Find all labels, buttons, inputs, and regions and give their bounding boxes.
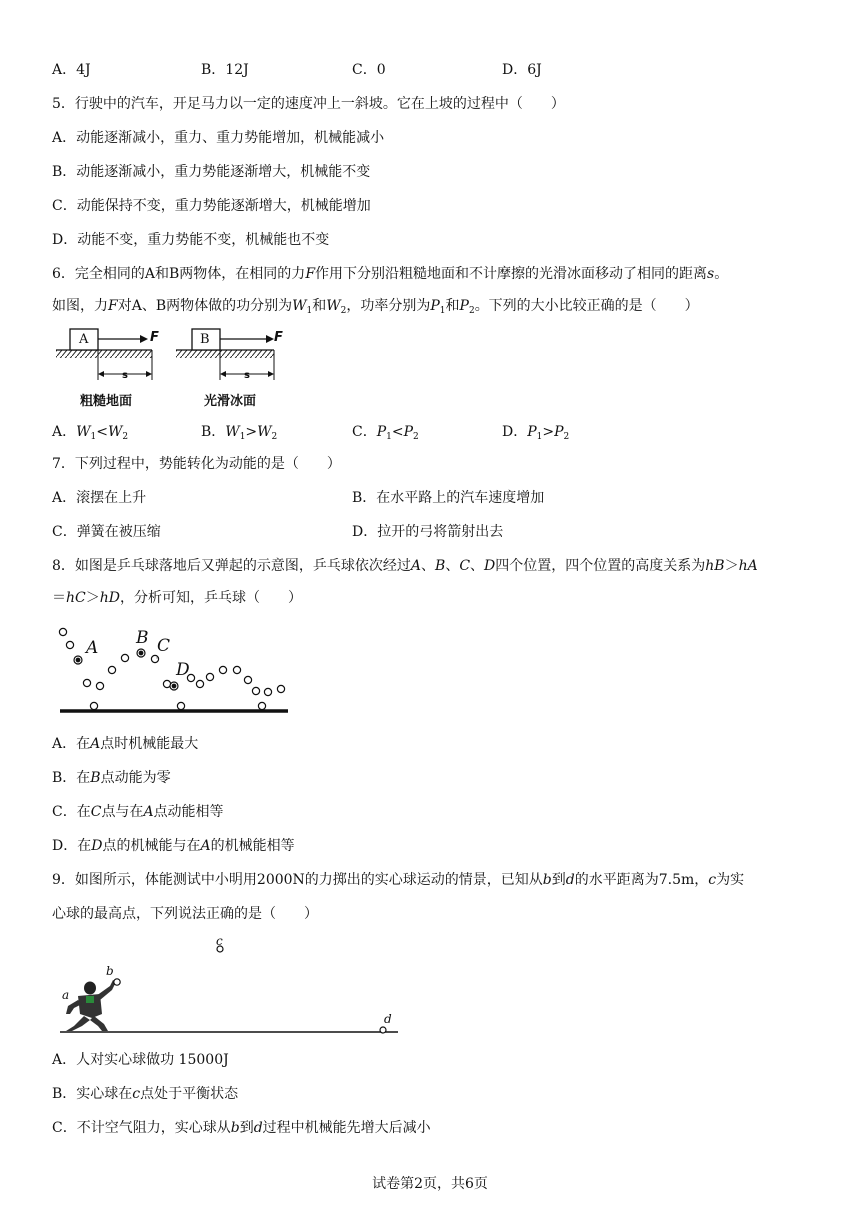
q9-stem-line1: 9．如图所示，体能测试中小明用2000N的力掷出的实心球运动的情景，已知从b到d的水平距离为7.5m，c为实 [52, 872, 745, 888]
ball-at-d [380, 1027, 386, 1033]
smooth-ice-label: 光滑冰面 [204, 394, 257, 409]
q7-option-c: C．弹簧在被压缩 [52, 524, 161, 540]
q6-stem-line2: 如图，力F对A、B两物体做的功分别为$W_1$和$W_2$，功率分别为$P_1$和$P_2$。下列的大小比较正确的是（ ） [52, 298, 699, 316]
q4-option-a: A．4J [52, 62, 91, 78]
q6-stem-line1: 6．完全相同的A和B两物体，在相同的力F作用下分别沿粗糙地面和不计摩擦的光滑冰面移动了相同的距离s。 [52, 266, 729, 282]
point-b-label: B [136, 628, 149, 648]
athlete-figure [66, 980, 116, 1031]
smooth-ice [176, 350, 274, 358]
q5-option-a: A．动能逐渐减小，重力、重力势能增加，机械能减小 [52, 130, 385, 146]
q5-option-c: C．动能保持不变，重力势能逐渐增大，机械能增加 [52, 198, 371, 214]
q9-option-a: A．人对实心球做功 15000J [52, 1052, 229, 1068]
q8-option-d: D．在D点的机械能与在A的机械能相等 [52, 838, 295, 854]
q6-option-a: A．$W_1<W_2$ [52, 424, 129, 442]
point-b-label: b [106, 964, 114, 978]
q5-stem: 5．行驶中的汽车，开足马力以一定的速度冲上一斜坡。它在上坡的过程中（ ） [52, 96, 565, 112]
q6-option-b: B．$W_1>W_2$ [201, 424, 278, 442]
point-d-label: D [176, 660, 190, 680]
q6-option-c: C．$P_1<P_2$ [352, 424, 419, 442]
shot-put-diagram [56, 934, 402, 1040]
force-label-a: F [150, 330, 159, 345]
q4-option-d: D．6J [502, 62, 542, 78]
point-c-label: c [216, 934, 223, 948]
block-b-label: B [200, 332, 210, 347]
point-d-label: d [384, 1012, 392, 1026]
q4-option-c: C．0 [352, 62, 386, 78]
q9-option-b: B．实心球在c点处于平衡状态 [52, 1086, 239, 1102]
q8-option-c: C．在C点与在A点动能相等 [52, 804, 224, 820]
rough-ground-label: 粗糙地面 [80, 394, 133, 409]
q8-stem-line1: 8．如图是乒乓球落地后又弹起的示意图，乒乓球依次经过A、B、C、D四个位置，四个位置的高度关系为hB＞hA [52, 558, 758, 574]
force-label-b: F [274, 330, 283, 345]
point-a-label: A [86, 638, 99, 658]
q7-option-d: D．拉开的弓将箭射出去 [352, 524, 504, 540]
q8-option-b: B．在B点动能为零 [52, 770, 171, 786]
q6-option-d: D．$P_1>P_2$ [502, 424, 570, 442]
q5-option-b: B．动能逐渐减小，重力势能逐渐增大，机械能不变 [52, 164, 371, 180]
point-a-label: a [62, 988, 70, 1002]
block-a-label: A [79, 332, 89, 347]
q4-option-b: B．12J [201, 62, 249, 78]
ball-at-b [114, 979, 120, 985]
q9-figure [56, 934, 402, 1040]
q5-option-d: D．动能不变，重力势能不变，机械能也不变 [52, 232, 330, 248]
distance-label-b: s [244, 370, 250, 381]
distance-label-a: s [122, 370, 128, 381]
ping-pong-diagram [56, 622, 292, 718]
point-c-label: C [157, 636, 171, 656]
rough-ground [56, 350, 152, 358]
q8-stem-line2: ＝hC＞hD，分析可知，乒乓球（ ） [52, 590, 302, 606]
q6-figure [52, 326, 312, 412]
q7-option-a: A．滚摆在上升 [52, 490, 147, 506]
page-footer: 试卷第2页，共6页 [372, 1176, 488, 1192]
q9-stem-line2: 心球的最高点，下列说法正确的是（ ） [52, 906, 318, 922]
q9-option-c: C．不计空气阻力，实心球从b到d过程中机械能先增大后减小 [52, 1120, 431, 1136]
q7-option-b: B．在水平路上的汽车速度增加 [352, 490, 545, 506]
q8-figure [56, 622, 292, 718]
q7-stem: 7．下列过程中，势能转化为动能的是（ ） [52, 456, 341, 472]
q8-option-a: A．在A点时机械能最大 [52, 736, 199, 752]
